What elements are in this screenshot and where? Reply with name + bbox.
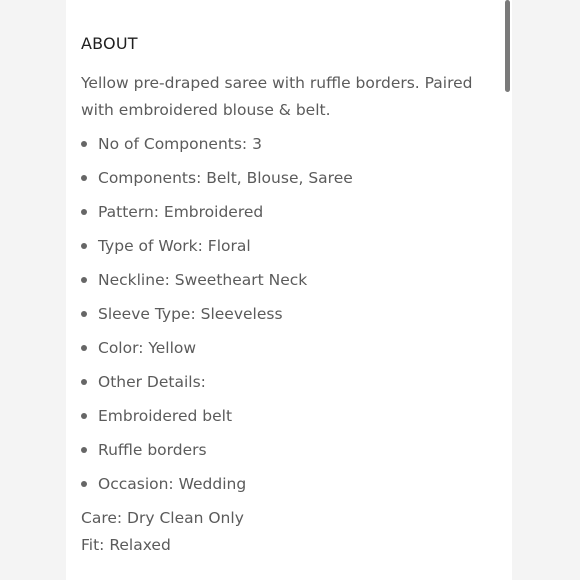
detail-item xyxy=(81,198,353,232)
bullet-icon xyxy=(81,311,87,317)
detail-item xyxy=(81,470,353,504)
product-details-list xyxy=(81,130,353,504)
detail-item xyxy=(81,164,353,198)
bullet-icon xyxy=(81,345,87,351)
bullet-icon xyxy=(81,481,87,487)
vertical-scrollbar[interactable] xyxy=(505,0,510,92)
detail-item xyxy=(81,130,353,164)
detail-text: Neckline: Sweetheart Neck xyxy=(98,271,308,289)
detail-text: Color: Yellow xyxy=(98,339,197,357)
bullet-icon xyxy=(81,447,87,453)
about-heading: ABOUT xyxy=(81,34,138,53)
bullet-icon xyxy=(81,413,87,419)
detail-item xyxy=(81,232,353,266)
detail-text: Ruffle borders xyxy=(98,441,207,459)
detail-text: Components: Belt, Blouse, Saree xyxy=(98,169,353,187)
product-description: Yellow pre-draped saree with ruffle borders. Paired with embroidered blouse & belt. xyxy=(81,74,473,119)
detail-item xyxy=(81,266,353,300)
care-instructions: Care: Dry Clean Only xyxy=(81,509,244,527)
detail-text: Pattern: Embroidered xyxy=(98,203,264,221)
detail-item xyxy=(81,402,353,436)
detail-text: Sleeve Type: Sleeveless xyxy=(98,305,283,323)
bullet-icon xyxy=(81,379,87,385)
bullet-icon xyxy=(81,209,87,215)
bullet-icon xyxy=(81,243,87,249)
detail-text: Embroidered belt xyxy=(98,407,233,425)
detail-text: No of Components: 3 xyxy=(98,135,262,153)
detail-item xyxy=(81,334,353,368)
detail-text: Other Details: xyxy=(98,373,206,391)
bullet-icon xyxy=(81,141,87,147)
fit-info: Fit: Relaxed xyxy=(81,536,171,554)
detail-item xyxy=(81,300,353,334)
bullet-icon xyxy=(81,175,87,181)
detail-item xyxy=(81,368,353,402)
detail-text: Type of Work: Floral xyxy=(98,237,251,255)
detail-text: Occasion: Wedding xyxy=(98,475,247,493)
bullet-icon xyxy=(81,277,87,283)
detail-item xyxy=(81,436,353,470)
